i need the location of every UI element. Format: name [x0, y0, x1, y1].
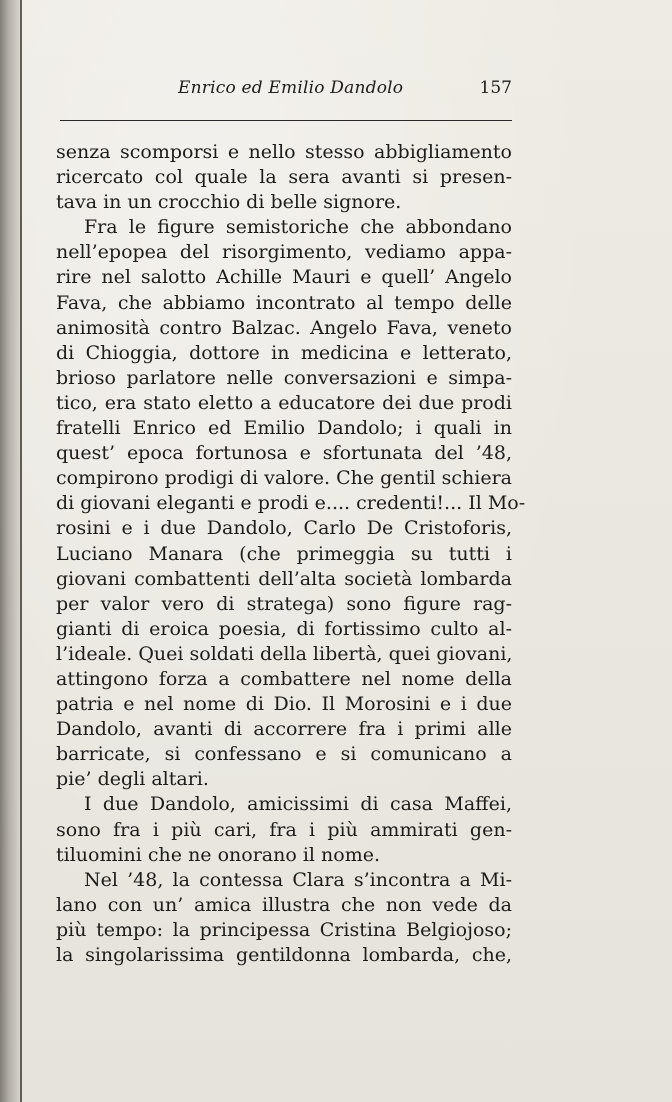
text-line: sono fra i più cari, fra i più ammirati gen-: [56, 818, 512, 841]
text-line: più tempo: la principessa Cristina Belgiojoso;: [56, 918, 512, 941]
body-text: [56, 140, 526, 968]
text-line: compirono prodigi di valore. Che gentil schiera: [56, 467, 512, 490]
text-line: I due Dandolo, amicissimi di casa Maffei,: [84, 793, 512, 816]
text-line: l’ideale. Quei soldati della libertà, quei giovani,: [56, 642, 513, 665]
text-line: Fra le figure semistoriche che abbondano: [84, 216, 512, 239]
text-line: quest’ epoca fortunosa e sfortunata del ’48,: [56, 442, 512, 465]
text-line: rosini e i due Dandolo, Carlo De Cristoforis,: [56, 517, 512, 540]
text-line: brioso parlatore nelle conversazioni e simpa-: [56, 366, 512, 389]
text-line: tico, era stato eletto a educatore dei due prodi: [56, 391, 512, 414]
text-line: giovani combattenti dell’alta società lombarda: [56, 567, 512, 590]
text-line: tava in un crocchio di belle signore.: [56, 191, 402, 214]
text-line: di Chioggia, dottore in medicina e letterato,: [56, 341, 512, 364]
text-line: nell’epopea del risorgimento, vediamo appa-: [56, 241, 512, 264]
text-line: per valor vero di stratega) sono figure rag-: [56, 592, 512, 615]
text-line: patria e nel nome di Dio. Il Morosini e i due: [56, 693, 512, 716]
text-line: di giovani eleganti e prodi e.... credenti!... Il Mo-: [56, 492, 526, 515]
text-line: animosità contro Balzac. Angelo Fava, veneto: [56, 316, 512, 339]
running-head: Enrico ed Emilio Dandolo: [178, 78, 404, 98]
text-line: pie’ degli altari.: [56, 768, 209, 791]
binding-gutter: [0, 0, 22, 1102]
text-line: tiluomini che ne onorano il nome.: [56, 843, 381, 866]
text-line: barricate, si confessano e si comunicano a: [56, 743, 512, 766]
text-line: attingono forza a combattere nel nome della: [56, 667, 512, 690]
page-number: 157: [479, 78, 512, 98]
text-line: lano con un’ amica illustra che non vede da: [56, 893, 512, 916]
text-line: rire nel salotto Achille Mauri e quell’ Angelo: [56, 266, 512, 289]
header-rule: [60, 120, 512, 121]
text-line: gianti di eroica poesia, di fortissimo culto al-: [56, 617, 512, 640]
text-line: Luciano Manara (che primeggia su tutti i: [56, 542, 512, 565]
text-line: senza scomporsi e nello stesso abbigliamento: [56, 141, 512, 163]
text-line: ricercato col quale la sera avanti si presen-: [56, 166, 512, 189]
text-line: fratelli Enrico ed Emilio Dandolo; i quali in: [56, 417, 512, 440]
text-line: la singolarissima gentildonna lombarda, che,: [56, 944, 512, 966]
text-line: Fava, che abbiamo incontrato al tempo delle: [56, 291, 512, 314]
binding-edge-line: [20, 0, 22, 1102]
text-line: Nel ’48, la contessa Clara s’incontra a Mi-: [84, 868, 512, 891]
page-header: [60, 78, 512, 102]
text-line: Dandolo, avanti di accorrere fra i primi alle: [56, 718, 512, 741]
